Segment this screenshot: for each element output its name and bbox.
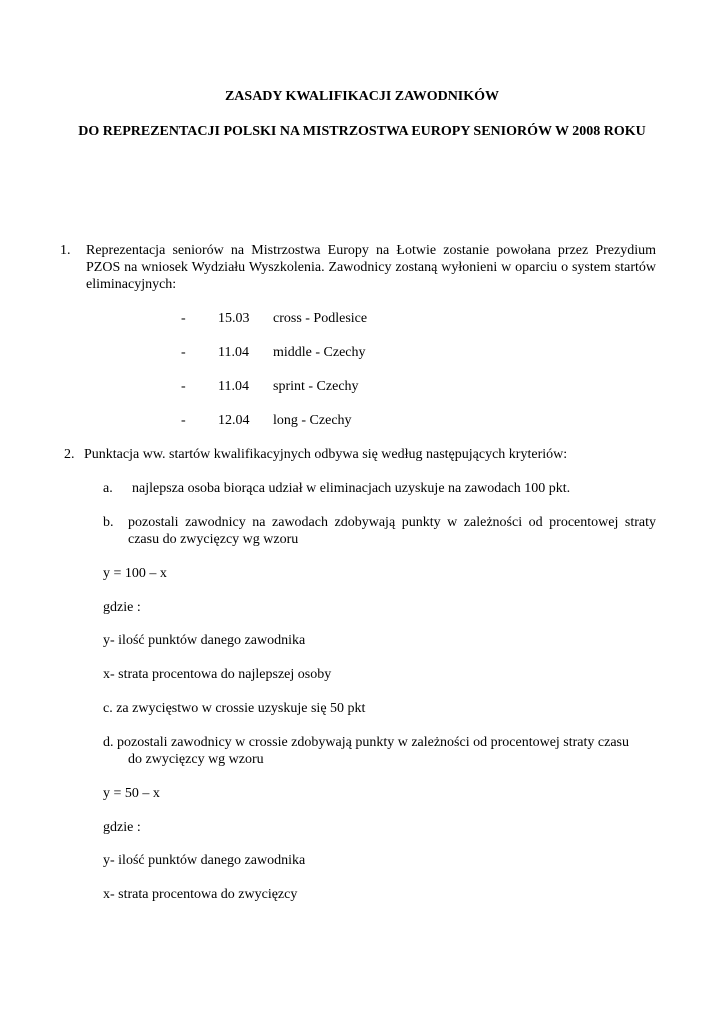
y-definition-2: y- ilość punktów danego zawodnika xyxy=(103,853,306,868)
section-1-number: 1. xyxy=(60,243,71,258)
schedule-date: 11.04 xyxy=(218,345,249,360)
section-2-number: 2. xyxy=(64,447,75,462)
criterion-b-label: b. xyxy=(103,515,114,530)
where-label-1: gdzie : xyxy=(103,600,141,615)
schedule-row xyxy=(0,412,724,429)
where-label-2: gdzie : xyxy=(103,820,141,835)
schedule-dash: - xyxy=(181,413,186,428)
schedule-row xyxy=(0,378,724,395)
document-title: ZASADY KWALIFIKACJI ZAWODNIKÓW xyxy=(224,89,500,104)
section-1-text: Reprezentacja seniorów na Mistrzostwa Europy na Łotwie zostanie powołana przez Prezydium PZOS na wniosek Wydziału Wyszkolenia. Zawodnicy zostaną wyłonieni w oparciu o system startów eliminacyjnych: xyxy=(86,243,656,292)
formula-1: y = 100 – x xyxy=(103,566,167,581)
schedule-event: long - Czechy xyxy=(273,413,352,428)
criterion-b-text: pozostali zawodnicy na zawodach zdobywają punkty w zależności od procentowej straty czasu do zwycięzcy wg wzoru xyxy=(128,515,656,547)
schedule-row xyxy=(0,344,724,361)
criterion-a-label: a. xyxy=(103,481,113,496)
criterion-d-text: d. pozostali zawodnicy w crossie zdobywają punkty w zależności od procentowej straty czasu xyxy=(103,735,629,750)
y-definition-1: y- ilość punktów danego zawodnika xyxy=(103,633,306,648)
criterion-d-text-continued: do zwycięzcy wg wzoru xyxy=(128,752,264,767)
schedule-dash: - xyxy=(181,311,186,326)
criterion-c-text: c. za zwycięstwo w crossie uzyskuje się 50 pkt xyxy=(103,701,366,716)
document-subtitle: DO REPREZENTACJI POLSKI NA MISTRZOSTWA EUROPY SENIORÓW W 2008 ROKU xyxy=(78,124,646,139)
schedule-date: 15.03 xyxy=(218,311,250,326)
schedule-dash: - xyxy=(181,379,186,394)
schedule-event: cross - Podlesice xyxy=(273,311,368,326)
x-definition-2: x- strata procentowa do zwycięzcy xyxy=(103,887,298,902)
schedule-date: 11.04 xyxy=(218,379,249,394)
schedule-event: sprint - Czechy xyxy=(273,379,359,394)
criterion-a-text: najlepsza osoba biorąca udział w eliminacjach uzyskuje na zawodach 100 pkt. xyxy=(132,481,571,496)
formula-2: y = 50 – x xyxy=(103,786,160,801)
schedule-date: 12.04 xyxy=(218,413,250,428)
schedule-row xyxy=(0,310,724,327)
x-definition-1: x- strata procentowa do najlepszej osoby xyxy=(103,667,332,682)
section-2-text: Punktacja ww. startów kwalifikacyjnych odbywa się według następujących kryteriów: xyxy=(84,447,568,462)
schedule-dash: - xyxy=(181,345,186,360)
schedule-event: middle - Czechy xyxy=(273,345,366,360)
